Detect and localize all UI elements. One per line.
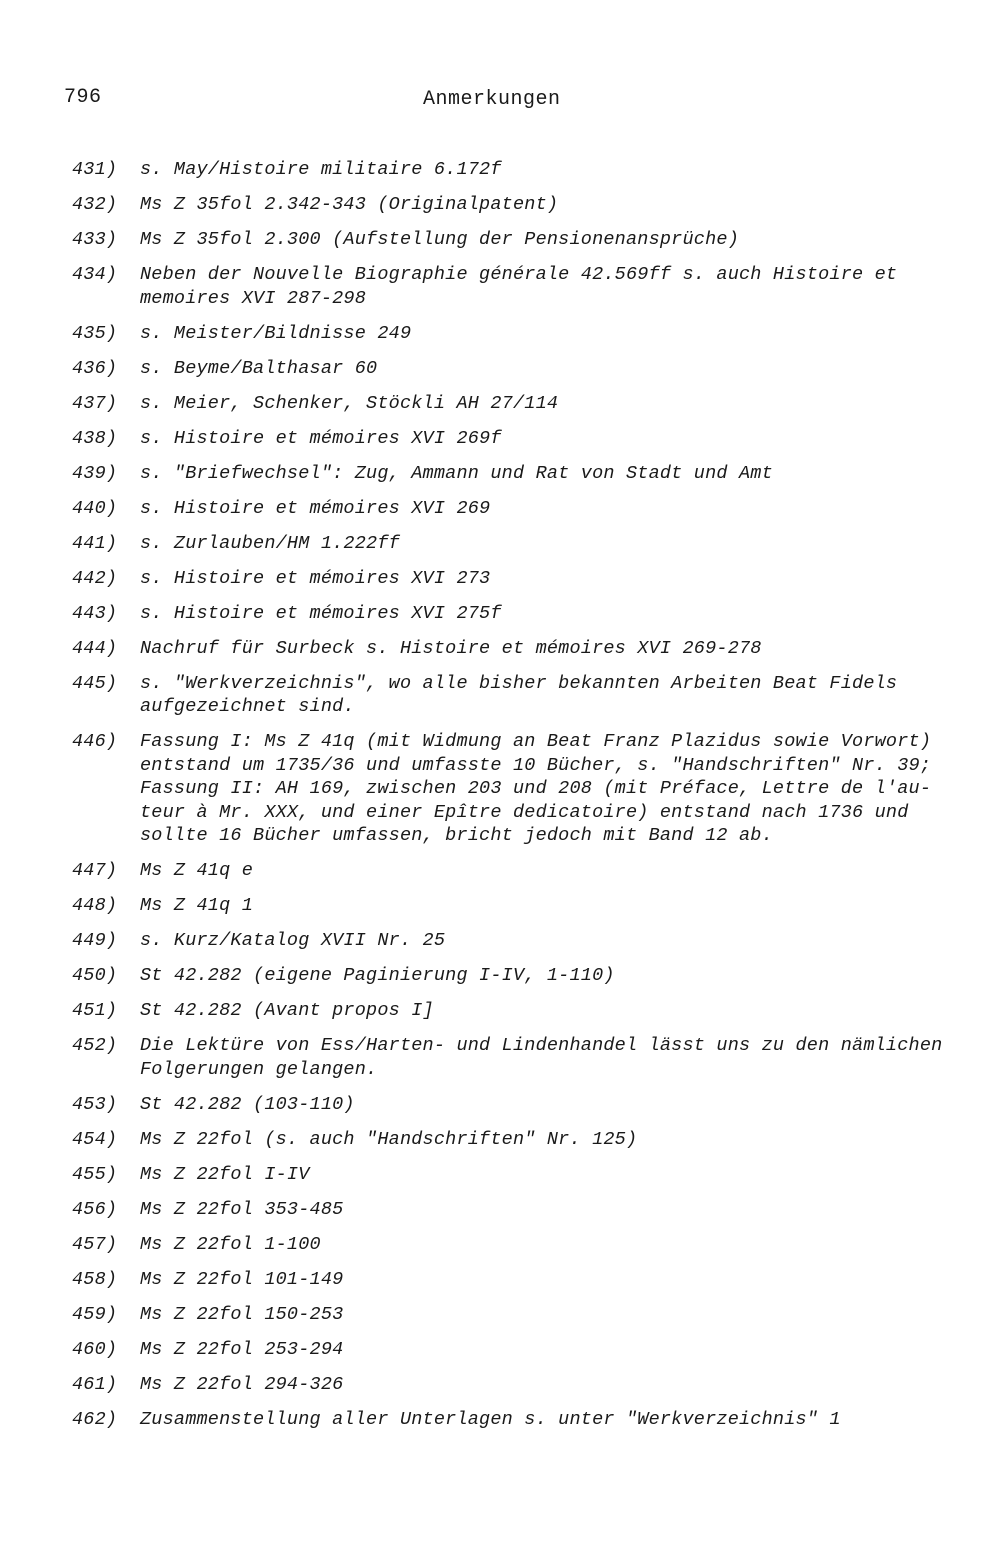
endnote-text: [140, 637, 940, 661]
endnote-line: memoires XVI 287-298: [140, 287, 367, 309]
endnote-line: s. Zurlauben/HM 1.222ff: [140, 532, 400, 554]
endnote-number: 438): [72, 427, 118, 449]
endnote-number: 448): [72, 895, 118, 916]
endnote: [72, 567, 940, 591]
endnote-number: 442): [72, 567, 118, 589]
endnote: [72, 532, 940, 556]
endnote-line: Ms Z 41q e: [140, 860, 254, 881]
endnote-line: St 42.282 (eigene Paginierung I-IV, 1-110): [140, 965, 615, 986]
endnote-text: [140, 1198, 940, 1222]
endnote-line: Ms Z 22fol I-IV: [140, 1163, 310, 1185]
endnote-text: [140, 1034, 942, 1081]
endnote-text: [140, 1303, 940, 1327]
endnote-number: 441): [72, 532, 118, 554]
endnote: [72, 602, 940, 626]
endnote: [72, 1373, 940, 1397]
endnote-number: 445): [72, 672, 118, 694]
endnote: [72, 392, 940, 416]
endnote: [72, 1128, 940, 1152]
running-title: Anmerkungen: [423, 88, 561, 111]
endnote-text: [140, 964, 940, 988]
endnote-text: [140, 532, 940, 556]
endnote-text: [140, 1408, 940, 1432]
endnote-line: Ms Z 22fol 150-253: [140, 1303, 344, 1325]
endnote-line: s. Histoire et mémoires XVI 275f: [140, 602, 502, 624]
endnote: [72, 1034, 943, 1081]
endnote-text: [140, 158, 940, 182]
endnote-text: [140, 602, 940, 626]
endnote-number: 432): [72, 194, 118, 215]
endnote-line: aufgezeichnet sind.: [140, 696, 355, 717]
endnote-line: s. Meier, Schenker, Stöckli AH 27/114: [140, 392, 559, 414]
endnote-line: Ms Z 35fol 2.342-343 (Originalpatent): [140, 194, 559, 215]
endnote-line: Ms Z 22fol (s. auch "Handschriften" Nr. 125): [140, 1128, 638, 1150]
endnote-number: 449): [72, 930, 118, 951]
endnote-line: s. "Briefwechsel": Zug, Ammann und Rat von Stadt und Amt: [140, 462, 773, 484]
endnote: [72, 1093, 940, 1117]
endnote: [72, 1338, 940, 1362]
endnote-text: [140, 567, 940, 591]
endnote-number: 443): [72, 602, 118, 624]
endnote: [72, 859, 940, 883]
endnote-number: 462): [72, 1408, 118, 1430]
endnote: [72, 228, 940, 252]
endnote-line: s. Beyme/Balthasar 60: [140, 357, 378, 379]
endnote-text: [140, 1268, 940, 1292]
endnote-text: [140, 1163, 940, 1187]
endnote: [72, 497, 940, 521]
endnote-number: 453): [72, 1093, 118, 1115]
endnote-number: 452): [72, 1035, 118, 1056]
endnote-line: s. "Werkverzeichnis", wo alle bisher bekannten Arbeiten Beat Fidels: [140, 672, 898, 694]
endnote-text: [140, 263, 940, 310]
endnote-line: Ms Z 22fol 353-485: [140, 1198, 344, 1220]
endnote-line: s. May/Histoire militaire 6.172f: [140, 159, 502, 180]
endnote-number: 456): [72, 1198, 118, 1220]
endnotes-list: [72, 158, 943, 1443]
endnote-line: teur à Mr. XXX, und einer Epître dedicatoire) entstand nach 1736 und: [140, 801, 909, 823]
endnote-line: Ms Z 22fol 1-100: [140, 1233, 321, 1255]
endnote-line: Die Lektüre von Ess/Harten- und Lindenhandel lässt uns zu den nämlichen: [140, 1035, 943, 1056]
endnote-line: s. Histoire et mémoires XVI 269f: [140, 427, 502, 449]
endnote: [72, 637, 940, 661]
endnote-line: Zusammenstellung aller Unterlagen s. unter "Werkverzeichnis" 1: [140, 1408, 841, 1430]
endnote-line: Ms Z 22fol 294-326: [140, 1373, 344, 1395]
endnote-text: [140, 929, 940, 953]
endnote-line: Ms Z 35fol 2.300 (Aufstellung der Pensionenansprüche): [140, 229, 739, 250]
endnote: [72, 672, 940, 719]
endnote: [72, 193, 940, 217]
endnote: [72, 1198, 940, 1222]
endnote-number: 447): [72, 860, 118, 881]
endnote: [72, 730, 940, 848]
endnote-number: 440): [72, 497, 118, 519]
endnote: [72, 427, 940, 451]
endnote-number: 459): [72, 1303, 118, 1325]
endnote: [72, 158, 940, 182]
endnote-number: 434): [72, 264, 118, 285]
endnote: [72, 263, 940, 310]
endnote-text: [140, 1373, 940, 1397]
endnote: [72, 1408, 940, 1432]
endnote-text: [140, 859, 940, 883]
endnote-text: [140, 193, 940, 217]
endnote-line: s. Kurz/Katalog XVII Nr. 25: [140, 930, 446, 951]
endnote: [72, 357, 940, 381]
endnote-number: 433): [72, 229, 118, 250]
endnote-number: 439): [72, 462, 118, 484]
endnote-text: [140, 392, 940, 416]
endnote-line: Folgerungen gelangen.: [140, 1058, 378, 1080]
endnote: [72, 322, 940, 346]
endnote: [72, 964, 940, 988]
endnote-number: 435): [72, 322, 118, 344]
endnote-line: s. Histoire et mémoires XVI 273: [140, 567, 491, 589]
endnote-line: s. Meister/Bildnisse 249: [140, 322, 412, 344]
endnote-line: St 42.282 (Avant propos I]: [140, 1000, 434, 1021]
endnote-text: [140, 427, 940, 451]
endnote-text: [140, 322, 940, 346]
endnote-number: 454): [72, 1128, 118, 1150]
endnote-text: [140, 462, 940, 486]
endnote-text: [140, 672, 940, 719]
endnote-text: [140, 1338, 940, 1362]
endnote-text: [140, 730, 940, 848]
endnote-line: sollte 16 Bücher umfassen, bricht jedoch mit Band 12 ab.: [140, 825, 773, 846]
endnote-line: Neben der Nouvelle Biographie générale 42.569ff s. auch Histoire et: [140, 264, 898, 285]
endnote-line: s. Histoire et mémoires XVI 269: [140, 497, 491, 519]
endnote-number: 458): [72, 1268, 118, 1290]
endnote-text: [140, 999, 940, 1023]
endnote-text: [140, 357, 940, 381]
endnote-number: 437): [72, 392, 118, 414]
endnote-number: 455): [72, 1163, 118, 1185]
endnote-text: [140, 894, 940, 918]
endnote-number: 444): [72, 637, 118, 659]
endnote-text: [140, 1233, 940, 1257]
endnote: [72, 1163, 940, 1187]
endnote-number: 461): [72, 1373, 118, 1395]
endnote-line: St 42.282 (103-110): [140, 1093, 355, 1115]
endnote-text: [140, 1128, 940, 1152]
endnote-line: entstand um 1735/36 und umfasste 10 Bücher, s. "Handschriften" Nr. 39;: [140, 754, 932, 776]
endnote-line: Fassung II: AH 169, zwischen 203 und 208 (mit Préface, Lettre de l'au-: [140, 778, 932, 799]
endnote-text: [140, 228, 940, 252]
endnote-line: Fassung I: Ms Z 41q (mit Widmung an Beat Franz Plazidus sowie Vorwort): [140, 731, 932, 752]
endnote-line: Ms Z 41q 1: [140, 895, 254, 916]
endnote-line: Ms Z 22fol 101-149: [140, 1268, 344, 1290]
page-number: 796: [64, 86, 102, 109]
endnote: [72, 999, 940, 1023]
endnote-number: 451): [72, 1000, 118, 1021]
endnote-line: Ms Z 22fol 253-294: [140, 1338, 344, 1360]
endnote-text: [140, 497, 940, 521]
endnote-number: 450): [72, 965, 118, 986]
endnote: [72, 462, 940, 486]
endnote-number: 431): [72, 159, 118, 180]
endnote-number: 460): [72, 1338, 118, 1360]
endnote-text: [140, 1093, 940, 1117]
endnote: [72, 1268, 940, 1292]
endnote-number: 446): [72, 731, 118, 752]
endnote: [72, 1233, 940, 1257]
endnote: [72, 894, 940, 918]
endnote: [72, 1303, 940, 1327]
endnote-number: 436): [72, 357, 118, 379]
page-header: [64, 86, 936, 116]
endnote-number: 457): [72, 1233, 118, 1255]
endnote: [72, 929, 940, 953]
endnote-line: Nachruf für Surbeck s. Histoire et mémoires XVI 269-278: [140, 637, 762, 659]
